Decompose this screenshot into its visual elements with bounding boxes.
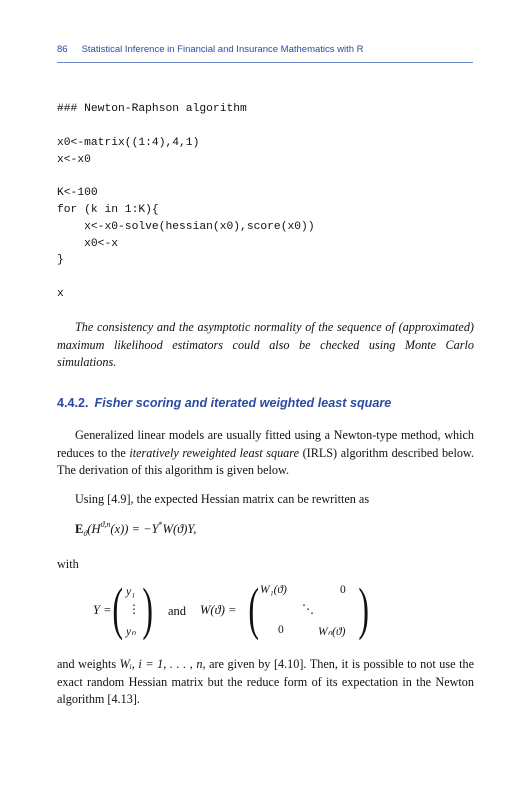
page-number: 86 <box>57 44 68 55</box>
W-dots: ⋱ <box>302 602 314 616</box>
Y-right-paren: ) <box>142 576 153 641</box>
Y-label: Y = <box>93 603 112 617</box>
code-line-3: x0<-matrix((1:4),4,1) <box>57 137 200 149</box>
p1-text-a: Generalized linear models are usually fitted using a Newton-type method, which reduces to the <box>57 428 474 460</box>
Y-entry-1: y₁ <box>126 586 136 598</box>
eq1-sup: ϑ,n <box>100 520 111 529</box>
code-line-1: ### Newton-Raphson algorithm <box>57 103 247 115</box>
W-left-paren: ( <box>248 576 259 641</box>
remark-paragraph: The consistency and the asymptotic normality of the sequence of (approximated) maximum likelihood estimators could also be checked using Monte Carlo simulations. <box>57 320 474 369</box>
Y-vector <box>112 576 156 641</box>
code-line-12: x <box>57 288 64 300</box>
paragraph-hessian: Using [4.9], the expected Hessian matrix can be rewritten as <box>75 492 370 506</box>
section-number: 4.4.2. <box>57 396 89 410</box>
Y-entry-dots: ⋮ <box>128 602 140 616</box>
section-heading <box>57 396 391 410</box>
W-zero-bottom: 0 <box>278 624 284 636</box>
eq1-open: (H <box>87 522 101 536</box>
with-text: with <box>57 557 79 571</box>
code-line-4: x<-x0 <box>57 154 91 166</box>
paragraph-irls <box>57 427 474 480</box>
and-text: and <box>168 604 187 618</box>
book-title: Statistical Inference in Financial and Insurance Mathematics with R <box>81 44 364 55</box>
W-diag-top: W₁(ϑ) <box>260 584 287 596</box>
W-zero-top: 0 <box>340 584 346 596</box>
W-matrix <box>248 576 372 641</box>
eq1-arg: (x)) = −Y <box>110 522 159 536</box>
W-diag-bottom: Wₙ(ϑ) <box>318 626 346 638</box>
code-line-6: K<-100 <box>57 187 98 199</box>
code-line-10: } <box>57 254 64 266</box>
Y-entry-n: yₙ <box>126 626 136 638</box>
p3-text-b: , are given by [4.10]. Then, it is possible to not use the exact random Hessian matrix but the reduce form of its expectation in the Newton algorithm [4.13]. <box>57 657 474 706</box>
equation-expected-hessian <box>75 522 196 537</box>
W-label: W(ϑ) = <box>200 603 237 617</box>
eq1-star: * <box>158 520 163 529</box>
W-right-paren: ) <box>358 576 369 641</box>
p3-weights-symbol: Wᵢ, i = 1, . . . , n <box>119 657 203 671</box>
p3-text-a: and weights <box>57 657 120 671</box>
code-line-7: for (k in 1:K){ <box>57 204 159 216</box>
section-title: Fisher scoring and iterated weighted least square <box>94 396 392 410</box>
p1-italic: iteratively reweighted least square <box>129 445 299 460</box>
Y-left-paren: ( <box>112 576 123 641</box>
running-head <box>57 44 473 63</box>
code-line-9: x0<-x <box>57 238 119 250</box>
p1-text-b: (IRLS) algorithm described below. The derivation of this algorithm is given below. <box>57 445 474 477</box>
code-line-8: x<-x0-solve(hessian(x0),score(x0)) <box>57 221 315 233</box>
eq1-rhs: W(ϑ)Y, <box>162 522 197 536</box>
eq1-E: E <box>75 522 84 536</box>
paragraph-weights <box>57 656 474 709</box>
eq1-sub: ϑ <box>83 529 88 538</box>
